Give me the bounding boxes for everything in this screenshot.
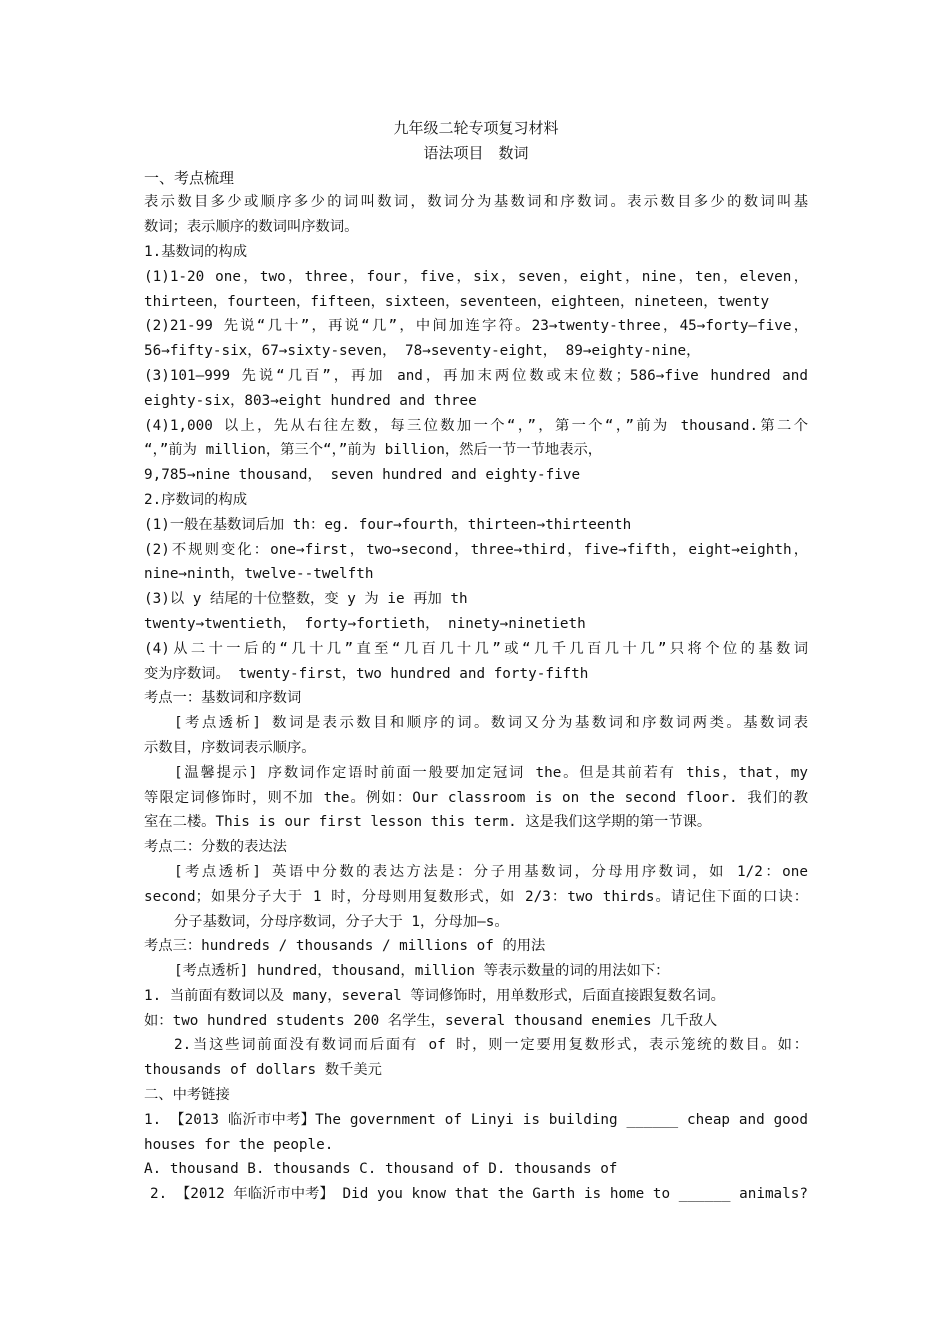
text-line: (3)101—999 先说“几百”，再加 and，再加末两位数或末位数；586→five hundred and	[144, 367, 808, 384]
text-line: 分子基数词，分母序数词，分子大于 1，分母加—s。	[174, 913, 509, 930]
subheading-ordinal-numbers: 2.序数词的构成	[144, 491, 247, 508]
text-line: [温馨提示] 序数词作定语时前面一般要加定冠词 the。但是其前若有 this，that，my	[174, 764, 808, 781]
text-line: 表示数目多少或顺序多少的词叫数词，数词分为基数词和序数词。表示数目多少的数词叫基	[144, 194, 808, 211]
text-line: second；如果分子大于 1 时，分母则用复数形式，如 2/3：two thirds。请记住下面的口诀：	[144, 888, 808, 905]
text-line: thirteen，fourteen，fifteen，sixteen，seventeen，eighteen，nineteen，twenty	[144, 293, 770, 310]
document-subtitle: 语法项目 数词	[423, 143, 529, 162]
text-line: (1)1-20 one，two，three，four，five，six，seven，eight，nine，ten，eleven，	[144, 268, 808, 285]
text-line: 1. 当前面有数词以及 many，several 等词修饰时，用单数形式，后面直接跟复数名词。	[144, 987, 725, 1004]
text-line: 如：two hundred students 200 名学生，several thousand enemies 几千敌人	[144, 1012, 718, 1029]
text-line: 示数目，序数词表示顺序。	[144, 739, 316, 756]
point-heading-1: 考点一：基数词和序数词	[144, 690, 302, 707]
document-title: 九年级二轮专项复习材料	[393, 119, 559, 137]
text-line: (3)以 y 结尾的十位整数，变 y 为 ie 再加 th	[144, 591, 468, 608]
text-line: 室在二楼。This is our first lesson this term. 这是我们这学期的第一节课。	[144, 814, 712, 831]
text-line: (2)不规则变化：one→first，two→second，three→third，five→fifth，eight→eighth，	[144, 541, 808, 558]
question-2-stem: 2. 【2012 年临沂市中考】 Did you know that the Garth is home to ______ animals?	[150, 1186, 808, 1203]
point-heading-2: 考点二：分数的表达法	[144, 839, 287, 856]
text-line: (4)1,000 以上，先从右往左数，每三位数加一个“，”，第一个“，”前为 thousand.第二个	[144, 417, 808, 434]
text-line: twenty→twentieth， forty→fortieth， ninety→ninetieth	[144, 615, 586, 632]
text-line: (1)一般在基数词后加 th：eg. four→fourth，thirteen→thirteenth	[144, 516, 632, 533]
text-line: [考点透析] 英语中分数的表达方法是：分子用基数词，分母用序数词，如 1/2：one	[174, 863, 808, 880]
point-heading-3: 考点三：hundreds / thousands / millions of 的用法	[144, 938, 546, 955]
subheading-cardinal-numbers: 1.基数词的构成	[144, 243, 247, 260]
section-heading-key-points: 一、考点梳理	[144, 168, 235, 187]
question-1-options: A. thousand B. thousands C. thousand of D. thousands of	[144, 1161, 618, 1178]
text-line: [考点透析] 数词是表示数目和顺序的词。数词又分为基数词和序数词两类。基数词表	[174, 715, 808, 732]
text-line: nine→ninth，twelve--twelfth	[144, 566, 374, 583]
text-line: 变为序数词。 twenty-first，two hundred and forty-fifth	[144, 665, 589, 682]
text-line: 2.当这些词前面没有数词而后面有 of 时，则一定要用复数形式，表示笼统的数目。如：	[174, 1037, 808, 1054]
text-line: 56→fifty-six，67→sixty-seven， 78→seventy-eight， 89→eighty-nine，	[144, 343, 701, 360]
text-line: eighty-six，803→eight hundred and three	[144, 392, 477, 409]
question-1-stem: 1. 【2013 临沂市中考】The government of Linyi is building ______ cheap and good	[144, 1111, 808, 1128]
section-heading-exam-links: 二、中考链接	[144, 1087, 230, 1104]
question-1-stem-continued: houses for the people.	[144, 1136, 334, 1153]
text-line: [考点透析] hundred，thousand，million 等表示数量的词的用法如下：	[174, 963, 670, 980]
document-page	[144, 116, 808, 1207]
text-line: 等限定词修饰时，则不加 the。例如：Our classroom is on the second floor. 我们的教	[144, 789, 808, 806]
text-line: “，”前为 million，第三个“，”前为 billion，然后一节一节地表示，	[144, 442, 603, 459]
text-line: (4)从二十一后的“几十几”直至“几百几十几”或“几千几百几十几”只将个位的基数词	[144, 640, 808, 657]
text-line: 数词；表示顺序的数词叫序数词。	[144, 219, 359, 236]
text-line: thousands of dollars 数千美元	[144, 1062, 382, 1079]
text-line: (2)21-99 先说“几十”，再说“几”，中间加连字符。23→twenty-three，45→forty—five，	[144, 318, 808, 335]
text-line: 9,785→nine thousand， seven hundred and eighty-five	[144, 467, 581, 484]
